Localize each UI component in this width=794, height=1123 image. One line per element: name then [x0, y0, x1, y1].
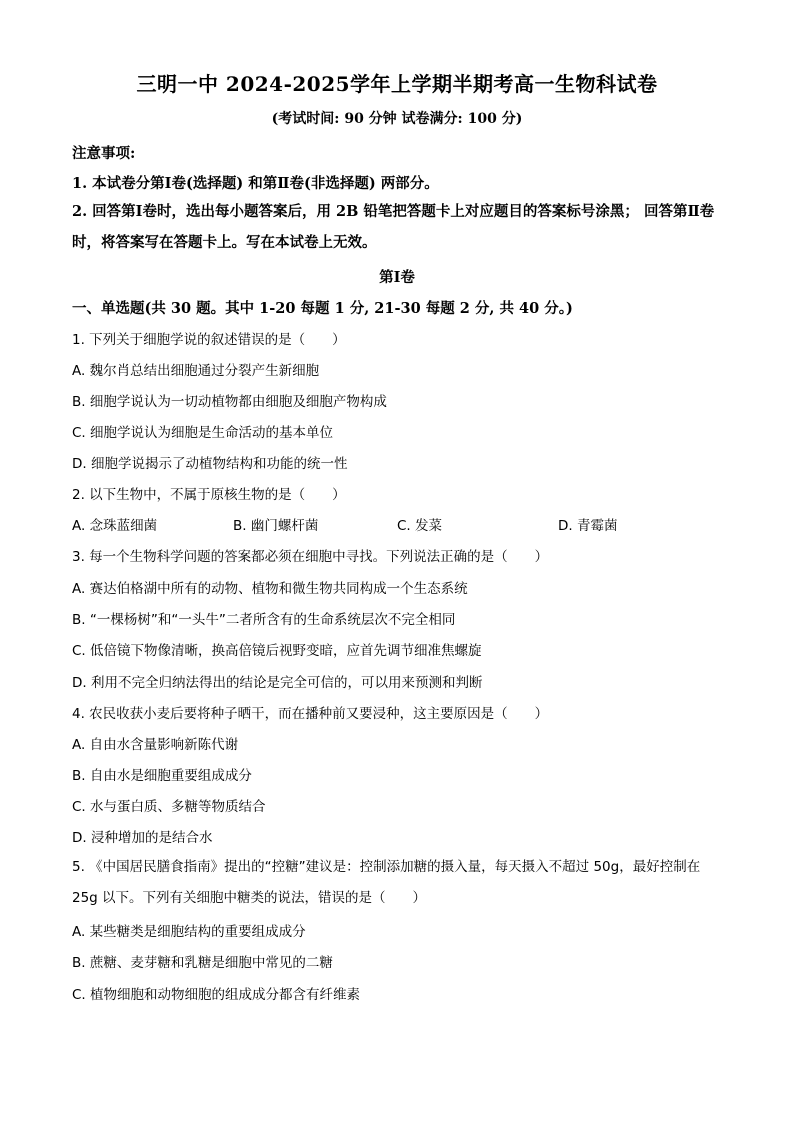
question-2-stem: 2. 以下生物中，不属于原核生物的是（ ） — [72, 487, 346, 503]
question-1-option-b: B. 细胞学说认为一切动植物都由细胞及细胞产物构成 — [72, 394, 387, 410]
question-4-option-c: C. 水与蛋白质、多糖等物质结合 — [72, 799, 266, 815]
question-3-option-d: D. 利用不完全归纳法得出的结论是完全可信的，可以用来预测和判断 — [72, 675, 483, 691]
question-4-option-a: A. 自由水含量影响新陈代谢 — [72, 737, 239, 753]
question-5-option-b: B. 蔗糖、麦芽糖和乳糖是细胞中常见的二糖 — [72, 955, 333, 971]
question-4-option-b: B. 自由水是细胞重要组成成分 — [72, 768, 252, 784]
section-title: 第Ⅰ卷 — [379, 269, 415, 286]
notes-item-1: 1. 本试卷分第Ⅰ卷(选择题) 和第Ⅱ卷(非选择题) 两部分。 — [72, 175, 439, 192]
notes-item-2: 2. 回答第Ⅰ卷时，选出每小题答案后，用 2B 铅笔把答题卡上对应题目的答案标号涂黑； 回答第Ⅱ卷时，将答案写在答题卡上。写在本试卷上无效。 — [72, 203, 715, 251]
exam-title: 三明一中 2024-2025学年上学期半期考高一生物科试卷 — [136, 72, 658, 96]
question-3-option-c: C. 低倍镜下物像清晰，换高倍镜后视野变暗，应首先调节细准焦螺旋 — [72, 643, 482, 659]
question-1-stem: 1. 下列关于细胞学说的叙述错误的是（ ） — [72, 332, 346, 348]
question-4-option-d: D. 浸种增加的是结合水 — [72, 830, 213, 846]
question-2-options — [72, 514, 722, 534]
question-3-option-a: A. 赛达伯格湖中所有的动物、植物和微生物共同构成一个生态系统 — [72, 581, 468, 597]
question-1-option-a: A. 魏尔肖总结出细胞通过分裂产生新细胞 — [72, 363, 320, 379]
exam-subtitle: (考试时间: 90 分钟 试卷满分: 100 分) — [271, 111, 523, 127]
question-2-option-c: C. 发菜 — [397, 518, 443, 534]
question-5-option-a: A. 某些糖类是细胞结构的重要组成成分 — [72, 924, 306, 940]
question-1-option-c: C. 细胞学说认为细胞是生命活动的基本单位 — [72, 425, 334, 441]
question-2-option-a: A. 念珠蓝细菌 — [72, 518, 158, 534]
question-1-option-d: D. 细胞学说揭示了动植物结构和功能的统一性 — [72, 456, 348, 472]
question-3-stem: 3. 每一个生物科学问题的答案都必须在细胞中寻找。下列说法正确的是（ ） — [72, 549, 549, 565]
question-3-option-b: B. “一棵杨树”和“一头牛”二者所含有的生命系统层次不完全相同 — [72, 612, 456, 628]
question-4-stem: 4. 农民收获小麦后要将种子晒干，而在播种前又要浸种，这主要原因是（ ） — [72, 706, 549, 722]
notes-heading: 注意事项: — [72, 145, 136, 162]
question-2-option-d: D. 青霉菌 — [558, 518, 618, 534]
question-5-option-c: C. 植物细胞和动物细胞的组成成分都含有纤维素 — [72, 987, 361, 1003]
question-2-option-b: B. 幽门螺杆菌 — [233, 518, 319, 534]
question-5-stem: 5. 《中国居民膳食指南》提出的“控糖”建议是：控制添加糖的摄入量，每天摄入不超过 50g，最好控制在 25g 以下。下列有关细胞中糖类的说法，错误的是（ ） — [72, 859, 701, 906]
section-heading: 一、单选题(共 30 题。其中 1-20 每题 1 分, 21-30 每题 2 分, 共 40 分。) — [72, 300, 573, 317]
